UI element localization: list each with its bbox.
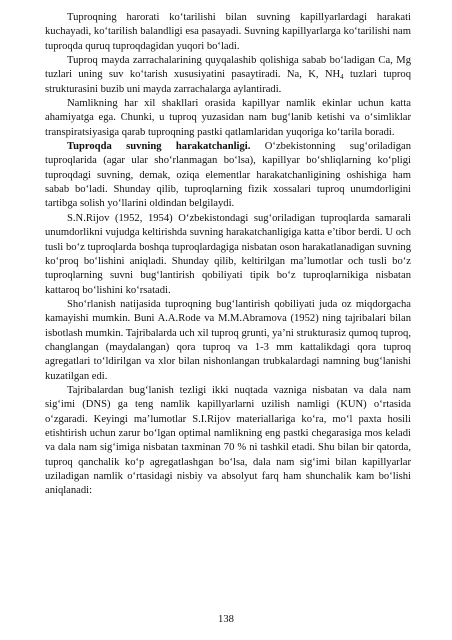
paragraph-7: Tajribalardan bug‘lanish tezligi ikki nuqtada vazniga nisbatan va dala nam sig‘imi (DNS) ga teng namlik kapillyarlarni uzilish namligi (KUN) o‘rtasida o‘zgaradi. Keyingi ma’lumotlar S.I.Rijov materiallariga ko‘ra, mo‘l paxta hosili etishtirish uchun zarur bo‘lgan optimal namlikning eng pastki chegarasiga mos keladi va dala nam sig‘imiga nisbatan taxminan 70 % ni tashkil etadi. Shu bilan bir qatorda, tuproq qanchalik ko‘p agregatlashgan bo‘lsa, dala nam sig‘imi bilan kapillyarlar uziladigan namlik o‘rtasidagi nisbiy va absolyut farq ham shunchalik kam bo‘lishi aniqlanadi: bbox=[45, 384, 411, 497]
paragraph-2-text-before: Tuproq mayda zarrachalarining quyqalashib qolishiga sabab bo‘ladigan Ca, Mg tuzlari uning suv ko‘tarish xususiyatini pasaytiradi. Na, K, NH bbox=[45, 55, 411, 81]
paragraph-3: Namlikning har xil shakllari orasida kapillyar namlik ekinlar uchun katta ahamiyatga ega. Chunki, u tuproq yuzasidan nam bug‘lanib ketishi va o‘simliklar transpiratsiyasiga qarab tuproqning pastki qatlamlaridan yuqoriga ko‘tarila boradi. bbox=[45, 98, 411, 138]
paragraph-4-text: O‘zbekistonning sug‘oriladigan tuproqlarida (agar ular sho‘rlanmagan bo‘lsa), kapillyar bo‘shliqlarning ko‘pligi tuproqdagi suvning, demak, oziqa elementlar harakatchanligining oshishiga ham sabab bo‘ladi. Shunday qilib, tuproqlarning fizik xossalari tuproq unumdorligini tartibga solish yo‘llarini oldindan belgilaydi. bbox=[45, 141, 411, 210]
paragraph-5: S.N.Rijov (1952, 1954) O‘zbekistondagi sug‘oriladigan tuproqlarda samarali unumdorlikni vujudga keltirishda suvning harakatchanligiga katta e’tibor berdi. U och tusli bo‘z tuproqlarda boshqa tuproqlardagiga nisbatan oson harakatlanadigan suvning ko‘proq bo‘lishini aniqladi. Shunday qilib, keltirilgan ma’lumotlar och tusli bo‘z tuproqlarning suvni bug‘lantirish qobiliyati tipik bo‘z tuproqlarnikiga nisbatan kattaroq bo‘lishini ko‘rsatadi. bbox=[45, 212, 411, 296]
page-number: 138 bbox=[218, 614, 234, 625]
paragraph-2-subscript: 4 bbox=[340, 73, 344, 82]
paragraph-2-text-after: tuzlari tuproq strukturasini buzib uni mayda zarrachalarga aylantiradi. bbox=[45, 69, 411, 95]
paragraph-2 bbox=[45, 54, 411, 97]
paragraph-6: Sho‘rlanish natijasida tuproqning bug‘lantirish qobiliyati juda oz miqdorgacha kamayishi mumkin. Buni A.A.Rode va M.M.Abramova (1952) ning tajribalari bilan isbotlash mumkin. Tajribalarda uch xil tuproq grunti, ya’ni strukturasiz qumoq tuproq, changlangan (maydalangan) qora tuproq va 1-3 mm kattalikdagi qora tuproq agregatlari to‘ldirilgan va xlor bilan nishonlangan trubkalardagi namning bug‘lanishi kuzatilgan edi. bbox=[45, 298, 411, 382]
page-content bbox=[45, 11, 411, 499]
paragraph-1: Tuproqning harorati ko‘tarilishi bilan suvning kapillyarlardagi harakati kuchayadi, ko‘tarilish balandligi esa pasayadi. Suvning kapillyarlarga ko‘tarilishi nam tuproqda quruq tuproqdagidan yuqori bo‘ladi. bbox=[45, 12, 411, 52]
section-heading: Tuproqda suvning harakatchanligi. bbox=[67, 141, 251, 153]
paragraph-4 bbox=[45, 140, 411, 212]
